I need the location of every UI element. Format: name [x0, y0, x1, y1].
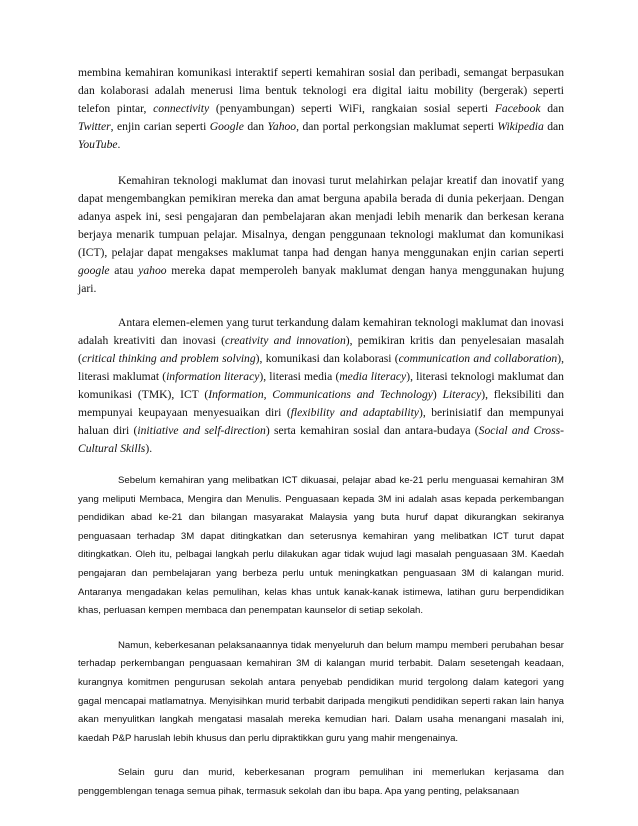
text-segment: ). — [145, 442, 153, 455]
italic-term: communication and collaboration — [398, 352, 558, 365]
text-segment: mereka dapat memperoleh banyak maklumat dengan hanya menggunakan hujung jari. — [78, 264, 564, 295]
text-segment: , enjin carian seperti — [110, 120, 210, 133]
text-segment: ), berinisiatif dan mempunyai haluan diri ( — [78, 406, 564, 437]
text-segment: ), literasi media ( — [259, 370, 340, 383]
italic-term: google — [78, 264, 110, 277]
italic-term: Facebook — [494, 102, 541, 115]
italic-term: media literacy — [339, 370, 407, 383]
text-segment: dan — [543, 120, 564, 133]
text-segment: ), pemikiran kritis dan penyelesaian masalah ( — [78, 334, 565, 365]
text-segment: dan — [540, 102, 565, 115]
italic-term: Social and Cross-Cultural Skills — [78, 424, 564, 455]
text-segment: atau — [109, 264, 139, 277]
text-segment: ), literasi teknologi maklumat dan komunikasi (TMK), ICT ( — [78, 370, 564, 401]
italic-term: Yahoo — [267, 120, 297, 133]
paragraph-3 — [78, 314, 564, 458]
italic-term: Information, Communications and Technology — [208, 388, 433, 401]
italic-term: initiative and self-direction — [137, 424, 266, 437]
italic-term: Google — [209, 120, 244, 133]
italic-term: Literacy — [442, 388, 482, 401]
text-segment: dan — [243, 120, 268, 133]
italic-term: critical thinking and problem solving — [81, 352, 256, 365]
text-segment: ), fleksibiliti dan mempunyai keupayaan menyesuaikan diri ( — [78, 388, 564, 419]
text-segment: membina kemahiran komunikasi interaktif seperti kemahiran sosial dan peribadi, semangat berpasukan dan kolaborasi adalah menerusi lima bentuk teknologi era digital iaitu mobility (bergerak) seperti telefon pintar, — [78, 66, 564, 115]
text-segment: Sebelum kemahiran yang melibatkan ICT dikuasai, pelajar abad ke-21 perlu menguasai kemahiran 3M yang meliputi Membaca, Mengira dan Menulis. Penguasaan kepada 3M ini adalah asas kepada perkembangan pendidikan abad ke-21 dan bilangan masyarakat Malaysia yang buta huruf dapat dikurangkan sekiranya penguasaan terhadap 3M dapat ditingkatkan dan seterusnya kemahiran yang melibatkan ICT turut dapat ditingkatkan. Oleh itu, pelbagai langkah perlu dilakukan agar tidak wujud lagi masalah penguasaan 3M. Kaedah pengajaran dan pembelajaran yang berbeza perlu untuk meningkatkan penguasaan 3M di kalangan murid. Antaranya mengadakan kelas pemulihan, kelas khas untuk kanak-kanak istimewa, latihan guru berpendidikan khas, perluasan kempen membaca dan penempatan kaunselor di setiap sekolah. — [78, 475, 564, 617]
text-segment: Selain guru dan murid, keberkesanan program pemulihan ini memerlukan kerjasama dan penggemblengan tenaga semua pihak, termasuk sekolah dan ibu bapa. Apa yang penting, pelaksanaan — [78, 767, 564, 797]
italic-term: connectivity — [153, 102, 210, 115]
paragraph-6 — [78, 764, 564, 801]
text-segment: . — [117, 138, 121, 151]
text-segment: Namun, keberkesanan pelaksanaannya tidak menyeluruh dan belum mampu memberi perubahan besar terhadap perkembangan penguasaan kemahiran 3M di kalangan murid terbabit. Dalam sesetengah keadaan, kurangnya komitmen pengurusan sekolah antara penyebab pendidikan murid tergolong dalam kategori yang gagal mencapai matlamatnya. Menyisihkan murid terbabit daripada mengikuti pendidikan seperti rakan lain hanya akan menyulitkan langkah mengatasi masalah mereka kemudian hari. Dalam usaha menangani masalah ini, kaedah P&P haruslah lebih khusus dan perlu dipraktikkan guru yang mahir mengenainya. — [78, 639, 564, 744]
paragraph-4 — [78, 472, 564, 621]
text-segment: ), literasi maklumat ( — [78, 352, 564, 383]
paragraph-2 — [78, 172, 564, 298]
italic-term: yahoo — [138, 264, 167, 277]
italic-term: information literacy — [166, 370, 260, 383]
italic-term: Twitter — [78, 120, 111, 133]
italic-term: YouTube — [78, 138, 118, 151]
italic-term: Wikipedia — [497, 120, 544, 133]
text-segment: , dan portal perkongsian maklumat seperti — [296, 120, 498, 133]
text-segment: ) serta kemahiran sosial dan antara-budaya ( — [265, 424, 479, 437]
text-segment: (penyambungan) seperti WiFi, rangkaian sosial seperti — [209, 102, 495, 115]
document-page — [78, 64, 564, 802]
paragraph-5 — [78, 637, 564, 749]
text-segment: ), komunikasi dan kolaborasi ( — [255, 352, 399, 365]
text-segment: ) — [432, 388, 443, 401]
italic-term: creativity and innovation — [225, 334, 346, 347]
italic-term: flexibility and adaptability — [290, 406, 419, 419]
text-segment: Kemahiran teknologi maklumat dan inovasi turut melahirkan pelajar kreatif dan inovatif yang dapat mengembangkan pemikiran mereka dan amat berguna apabila berada di dunia pekerjaan. Dengan adanya aspek ini, sesi pengajaran dan pembelajaran akan menjadi lebih menarik dan berkesan kerana berjaya menarik tumpuan pelajar. Misalnya, dengan penggunaan teknologi maklumat dan komunikasi (ICT), pelajar dapat mengakses maklumat tanpa had dengan hanya menggunakan enjin carian seperti — [78, 174, 564, 259]
paragraph-1 — [78, 64, 564, 154]
text-segment: Antara elemen-elemen yang turut terkandung dalam kemahiran teknologi maklumat dan inovasi adalah kreativiti dan inovasi ( — [78, 316, 564, 347]
